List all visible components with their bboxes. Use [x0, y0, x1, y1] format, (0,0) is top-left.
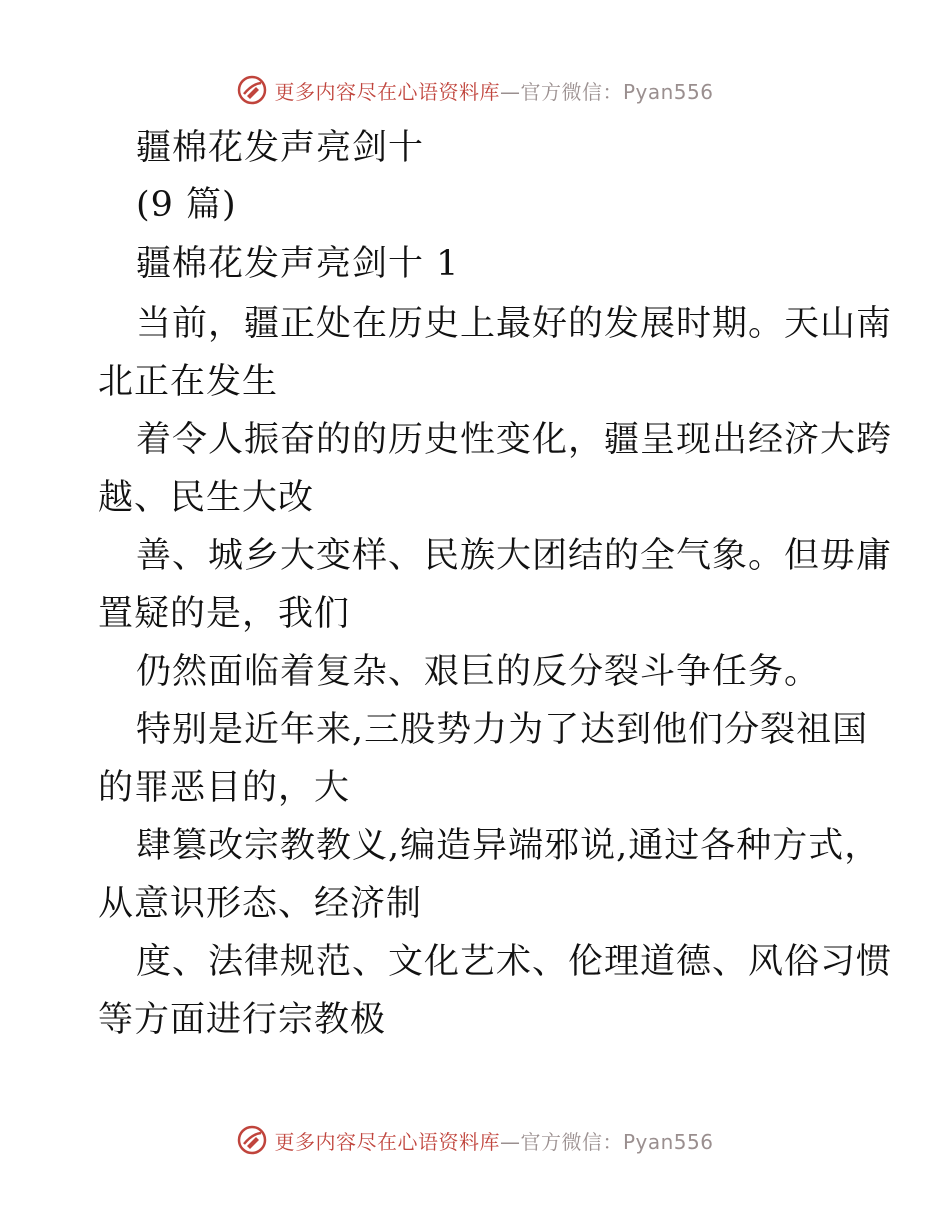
section-heading: 疆棉花发声亮剑十 1: [136, 244, 460, 284]
doc-title: 疆棉花发声亮剑十: [136, 128, 425, 168]
watermark-prefix: 更多内容尽在心语资料库: [274, 79, 500, 104]
doc-count: (9 篇): [136, 185, 237, 225]
text-line: 特别是近年来,三股势力为了达到他们分裂祖国: [136, 710, 869, 750]
text-line: 的罪恶目的，大: [98, 768, 351, 808]
text-line: 等方面进行宗教极: [98, 1000, 387, 1040]
text-line: 仍然面临着复杂、艰巨的反分裂斗争任务。: [136, 652, 821, 692]
text-line: 着令人振奋的的历史性变化，疆呈现出经济大跨: [136, 420, 893, 460]
text-line: 当前，疆正处在历史上最好的发展时期。天山南: [136, 304, 893, 344]
text-line: 越、民生大改: [98, 478, 315, 518]
text-line: 度、法律规范、文化艺术、伦理道德、风俗习惯: [136, 942, 893, 982]
header-watermark: [0, 70, 950, 110]
watermark-suffix: —官方微信：Pyan556: [499, 79, 714, 104]
watermark-prefix: 更多内容尽在心语资料库: [274, 1129, 500, 1154]
text-line: 善、城乡大变样、民族大团结的全气象。但毋庸: [136, 536, 893, 576]
text-line: 置疑的是，我们: [98, 594, 351, 634]
book-pen-logo-icon: [236, 1124, 268, 1156]
footer-watermark: [0, 1120, 950, 1160]
text-line: 从意识形态、经济制: [98, 884, 423, 924]
book-pen-logo-icon: [236, 74, 268, 106]
text-line: 肆篡改宗教教义,编造异端邪说,通过各种方式，: [136, 826, 881, 866]
text-line: 北正在发生: [98, 362, 279, 402]
watermark-suffix: —官方微信：Pyan556: [499, 1129, 714, 1154]
